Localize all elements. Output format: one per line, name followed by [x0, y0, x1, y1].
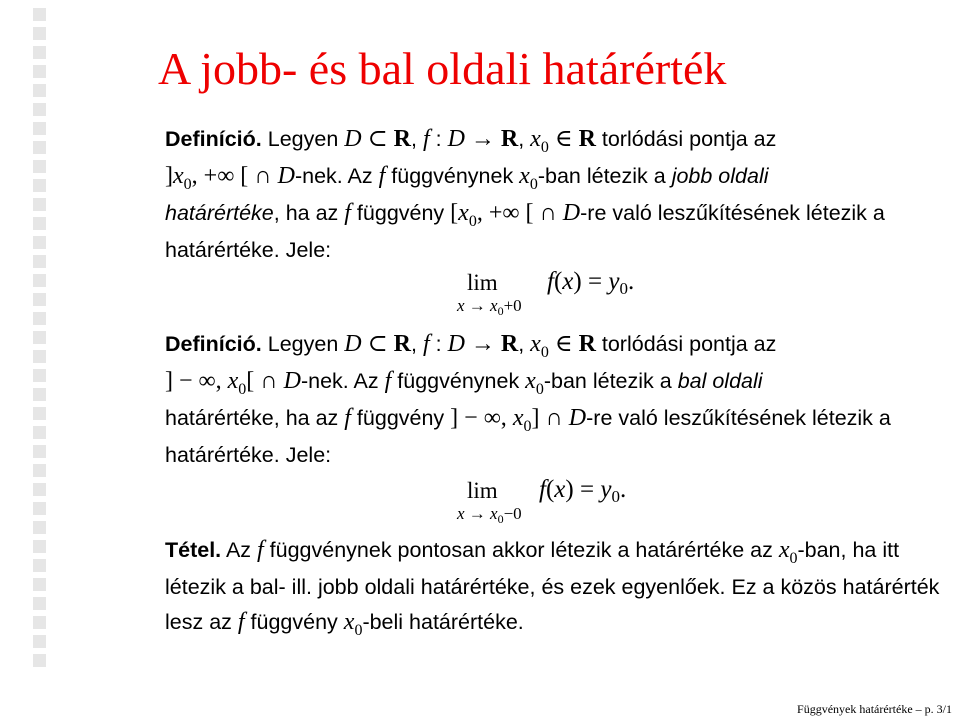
right-limit-formula: lim $x \to x_0+0$ $f(x) = y_0$. — [457, 268, 635, 318]
definition-right-limit: Definíció. Legyen D ⊂ R, f : D → R, $x_0$ ∈ R torlódási pontja az ]$x_0$, +∞ [ ∩ D-nek. Az f függvénynek $x_0$-ban létezik a jobb oldali határértéke, ha az f függvény [$x_0$, +∞ [ ∩ D-re való leszűkítésének létezik a határértéke. Jele: — [165, 126, 885, 262]
slide-title: A jobb- és bal oldali határérték — [158, 43, 727, 94]
sidebar-decoration — [33, 0, 49, 727]
left-limit-formula: lim $x \to x_0-0$ $f(x) = y_0$. — [457, 476, 627, 526]
theorem: Tétel. Az f függvénynek pontosan akkor létezik a határértéke az $x_0$-ban, ha itt létezik a bal- ill. jobb oldali határértéke, és ezek egyenlőek. Ez a közös határérték lesz az f függvény $x_0$-beli határértéke. — [165, 537, 940, 639]
definition-label: Definíció. — [165, 332, 262, 356]
page-footer: Függvények határértéke – p. 3/1 — [797, 702, 952, 716]
definition-left-limit: Definíció. Legyen D ⊂ R, f : D → R, $x_0$ ∈ R torlódási pontja az ] − ∞, $x_0$[ ∩ D-nek. Az f függvénynek $x_0$-ban létezik a bal oldali határértéke, ha az f függvény ] − ∞, $x_0$] ∩ D-re való leszűkítésének létezik a határértéke. Jele: — [165, 331, 891, 467]
definition-label: Definíció. — [165, 127, 262, 151]
theorem-label: Tétel. — [165, 538, 222, 562]
